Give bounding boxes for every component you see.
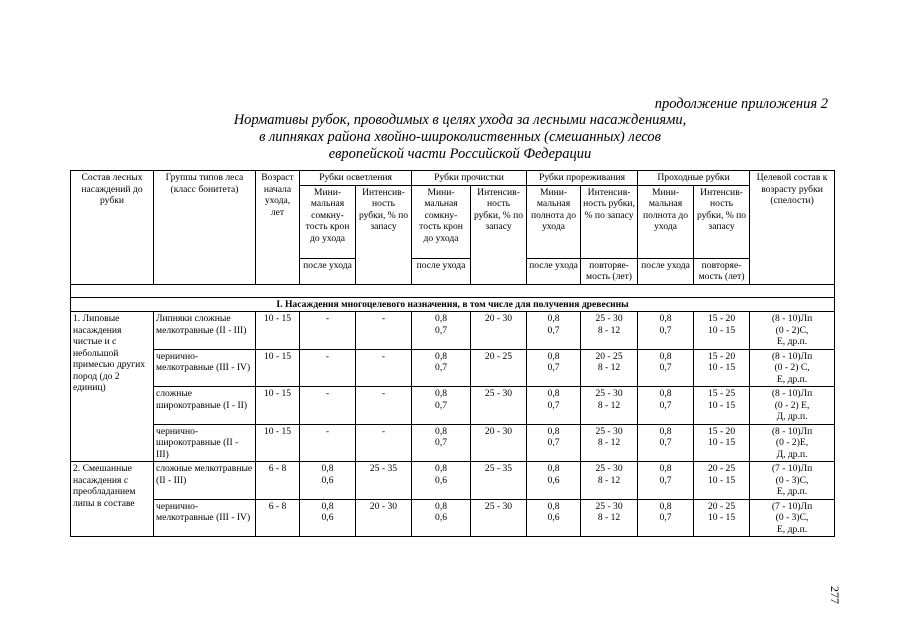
cell-prz-int: 25 - 30 8 - 12 (581, 499, 638, 537)
cell-prh-min: 0,8 0,7 (638, 349, 694, 387)
title-line-2: в липняках района хвойно-широколиственных (смешанных) лесов (259, 129, 661, 145)
cell-age: 10 - 15 (256, 424, 300, 462)
header-prz-min-density: Мини-мальная полнота до ухода (527, 185, 581, 258)
header-prokhodnye: Проходные рубки (638, 171, 750, 186)
cell-prz-int: 25 - 30 8 - 12 (581, 424, 638, 462)
header-forest-groups: Группы типов леса (класс бонитета) (154, 171, 256, 285)
cell-age: 10 - 15 (256, 387, 300, 425)
cell-pro-int: 20 - 30 (471, 424, 527, 462)
cell-prh-min: 0,8 0,7 (638, 387, 694, 425)
header-prh-after: после ухода (638, 258, 694, 284)
cell-prz-int: 20 - 25 8 - 12 (581, 349, 638, 387)
table-row (71, 462, 835, 500)
title-line-3: европейской части Российской Федерации (328, 146, 592, 162)
cell-prh-int: 15 - 20 10 - 15 (694, 312, 750, 350)
header-composition: Состав лесных насаждений до рубки (71, 171, 154, 285)
cell-pro-min: 0,8 0,7 (412, 387, 471, 425)
cell-osv-int: 20 - 30 (356, 499, 412, 537)
cell-prh-int: 15 - 20 10 - 15 (694, 424, 750, 462)
cell-osv-int: 25 - 35 (356, 462, 412, 500)
header-prh-min-density: Мини-мальная полнота до ухода (638, 185, 694, 258)
cell-target: (8 - 10)Лп (0 - 2)С, Е, др.п. (750, 312, 835, 350)
header-target: Целевой состав к возрасту рубки (спелости) (750, 171, 835, 285)
cell-pro-int: 20 - 25 (471, 349, 527, 387)
cell-prz-min: 0,8 0,7 (527, 424, 581, 462)
cell-osv-min: - (300, 424, 356, 462)
cell-target: (8 - 10)Лп (0 - 2) Е, Д, др.п. (750, 387, 835, 425)
cell-prz-min: 0,8 0,7 (527, 387, 581, 425)
header-prochistki: Рубки прочистки (412, 171, 527, 186)
header-prz-intensity: Интенсив-ность рубки, % по запасу (581, 185, 638, 258)
cell-osv-int: - (356, 349, 412, 387)
cell-pro-min: 0,8 0,6 (412, 462, 471, 500)
cell-prh-min: 0,8 0,7 (638, 462, 694, 500)
cell-pro-min: 0,8 0,7 (412, 312, 471, 350)
cell-age: 10 - 15 (256, 312, 300, 350)
header-osv-intensity: Интенсив-ность рубки, % по запасу (356, 185, 412, 284)
cell-pro-min: 0,8 0,7 (412, 349, 471, 387)
header-prh-intensity: Интенсив-ность рубки, % по запасу (694, 185, 750, 258)
blank-row (71, 284, 835, 297)
table-row (71, 349, 835, 387)
cell-pro-min: 0,8 0,6 (412, 499, 471, 537)
cell-prz-min: 0,8 0,6 (527, 462, 581, 500)
table-row (71, 499, 835, 537)
cell-osv-int: - (356, 387, 412, 425)
cell-osv-min: 0,8 0,6 (300, 462, 356, 500)
cell-prz-int: 25 - 30 8 - 12 (581, 387, 638, 425)
cell-forest-type: чернично-мелкотравные (III - IV) (154, 349, 256, 387)
header-pro-min-closure: Мини-мальная сомкну-тость крон до ухода (412, 185, 471, 258)
cell-osv-min: - (300, 349, 356, 387)
header-osv-min-closure: Мини-мальная сомкну-тость крон до ухода (300, 185, 356, 258)
cell-prh-int: 20 - 25 10 - 15 (694, 499, 750, 537)
cell-prz-int: 25 - 30 8 - 12 (581, 462, 638, 500)
cell-osv-int: - (356, 312, 412, 350)
cell-target: (8 - 10)Лп (0 - 2) С, Е, др.п. (750, 349, 835, 387)
cell-prz-min: 0,8 0,7 (527, 312, 581, 350)
composition-cell: 2. Смешанные насаждения с преобладанием липы в составе (71, 462, 154, 537)
cell-osv-min: - (300, 387, 356, 425)
cell-prz-int: 25 - 30 8 - 12 (581, 312, 638, 350)
cell-prh-min: 0,8 0,7 (638, 312, 694, 350)
cell-prz-min: 0,8 0,7 (527, 349, 581, 387)
section-title: I. Насаждения многоцелевого назначения, в том числе для получения древесины (71, 297, 835, 312)
cell-prh-int: 15 - 20 10 - 15 (694, 349, 750, 387)
header-osv-after: после ухода (300, 258, 356, 284)
table-row (71, 312, 835, 350)
cell-pro-int: 20 - 30 (471, 312, 527, 350)
header-prz-after: после ухода (527, 258, 581, 284)
header-pro-after: после ухода (412, 258, 471, 284)
cell-prh-min: 0,8 0,7 (638, 424, 694, 462)
cell-pro-int: 25 - 30 (471, 499, 527, 537)
cell-age: 6 - 8 (256, 499, 300, 537)
cell-target: (7 - 10)Лп (0 - 3)С, Е, др.п. (750, 499, 835, 537)
header-pro-intensity: Интенсив-ность рубки, % по запасу (471, 185, 527, 284)
cell-osv-min: 0,8 0,6 (300, 499, 356, 537)
cell-forest-type: Липняки сложные мелкотравные (II - III) (154, 312, 256, 350)
cell-pro-int: 25 - 30 (471, 387, 527, 425)
cell-prh-int: 20 - 25 10 - 15 (694, 462, 750, 500)
table-row (71, 424, 835, 462)
cell-osv-min: - (300, 312, 356, 350)
title-line-1: Нормативы рубок, проводимых в целях ухода за лесными насаждениями, (233, 112, 687, 128)
header-start-age: Возраст начала ухода, лет (256, 171, 300, 285)
cell-prz-min: 0,8 0,6 (527, 499, 581, 537)
header-prorezhivaniya: Рубки прореживания (527, 171, 638, 186)
table-row (71, 387, 835, 425)
cell-target: (8 - 10)Лп (0 - 2)Е, Д, др.п. (750, 424, 835, 462)
header-prh-repeat: повторяе-мость (лет) (694, 258, 750, 284)
cell-forest-type: сложные широкотравные (I - II) (154, 387, 256, 425)
page-number: 277 (828, 586, 842, 604)
composition-cell: 1. Липовые насаждения чистые и с небольшой примесью других пород (до 2 единиц) (71, 312, 154, 462)
cell-age: 10 - 15 (256, 349, 300, 387)
cell-forest-type: чернично-мелкотравные (III - IV) (154, 499, 256, 537)
cell-target: (7 - 10)Лп (0 - 3)С, Е, др.п. (750, 462, 835, 500)
cell-prh-min: 0,8 0,7 (638, 499, 694, 537)
cell-forest-type: чернично-широкотравные (II - III) (154, 424, 256, 462)
continuation-note: продолжение приложения 2 (654, 96, 828, 112)
header-osvetleniya: Рубки осветления (300, 171, 412, 186)
cell-pro-int: 25 - 35 (471, 462, 527, 500)
header-prz-repeat: повторяе-мость (лет) (581, 258, 638, 284)
cell-prh-int: 15 - 25 10 - 15 (694, 387, 750, 425)
norms-table (70, 170, 835, 537)
cell-osv-int: - (356, 424, 412, 462)
cell-pro-min: 0,8 0,7 (412, 424, 471, 462)
cell-forest-type: сложные мелкотравные (II - III) (154, 462, 256, 500)
cell-age: 6 - 8 (256, 462, 300, 500)
